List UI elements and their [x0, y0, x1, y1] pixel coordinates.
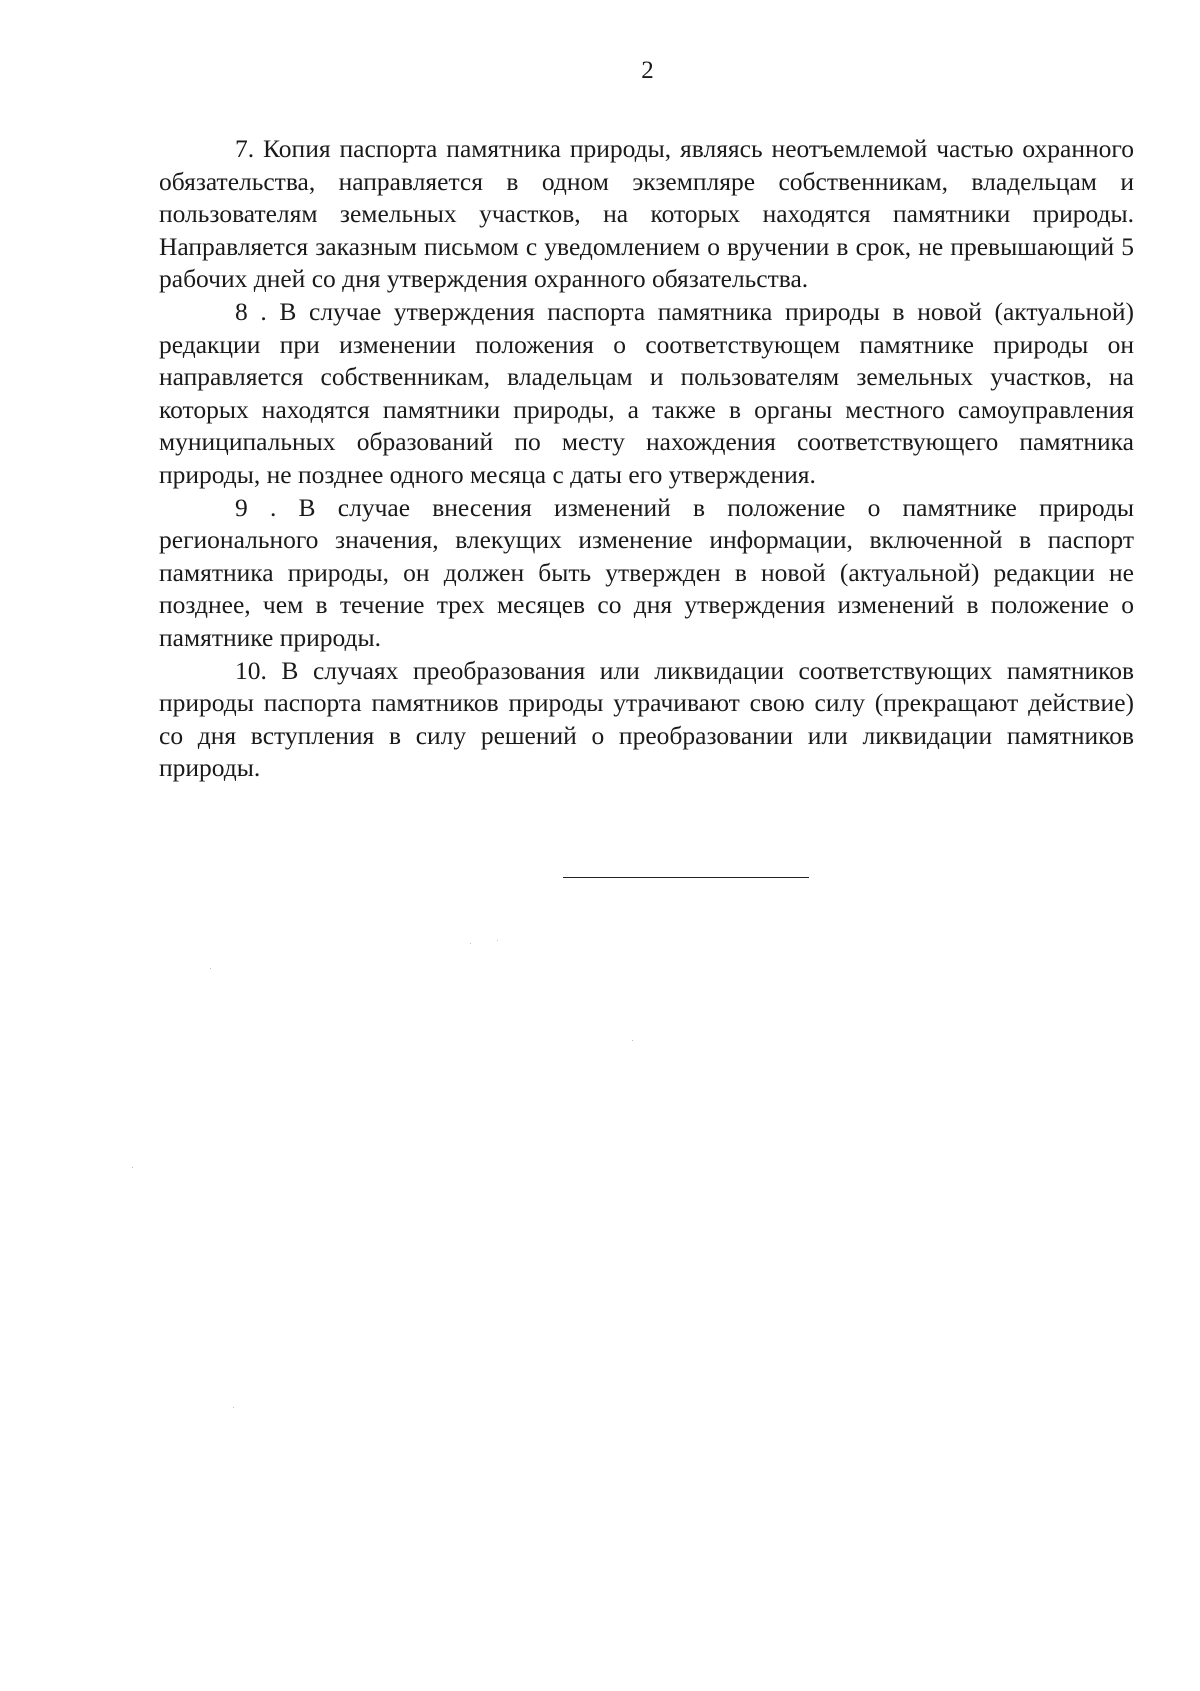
end-divider-line	[563, 877, 809, 878]
page-number: 2	[641, 57, 654, 84]
paragraph-8: 8 . В случае утверждения паспорта памятника природы в новой (актуальной) редакции при изменении положения о соответствующем памятнике природы он направляется собственникам, владельцам и пользователям земельных участков, на которых находятся памятники природы, а также в органы местного самоуправления муниципальных образований по месту нахождения соответствующего памятника природы, не позднее одного месяца с даты его утверждения.	[159, 296, 1134, 489]
scan-speck	[233, 1407, 234, 1408]
scan-speck	[497, 940, 498, 941]
scan-speck	[632, 1040, 633, 1041]
scan-speck	[132, 1167, 133, 1168]
scan-speck	[470, 943, 471, 944]
paragraph-9: 9 . В случае внесения изменений в положение о памятнике природы регионального значения, влекущих изменение информации, включенной в паспорт памятника природы, он должен быть утвержден в новой (актуальной) редакции не позднее, чем в течение трех месяцев со дня утверждения изменений в положение о памятнике природы.	[159, 492, 1134, 652]
paragraph-7: 7. Копия паспорта памятника природы, являясь неотъемлемой частью охранного обязательства, направляется в одном экземпляре собственникам, владельцам и пользователям земельных участков, на которых находятся памятники природы. Направляется заказным письмом с уведомлением о вручении в срок, не превышающий 5 рабочих дней со дня утверждения охранного обязательства.	[159, 134, 1134, 294]
paragraph-10: 10. В случаях преобразования или ликвидации соответствующих памятников природы паспорта памятников природы утрачивают свою силу (прекращают действие) со дня вступления в силу решений о преобразовании или ликвидации памятников природы.	[159, 655, 1134, 783]
document-body	[159, 133, 1134, 785]
scan-speck	[210, 968, 211, 969]
